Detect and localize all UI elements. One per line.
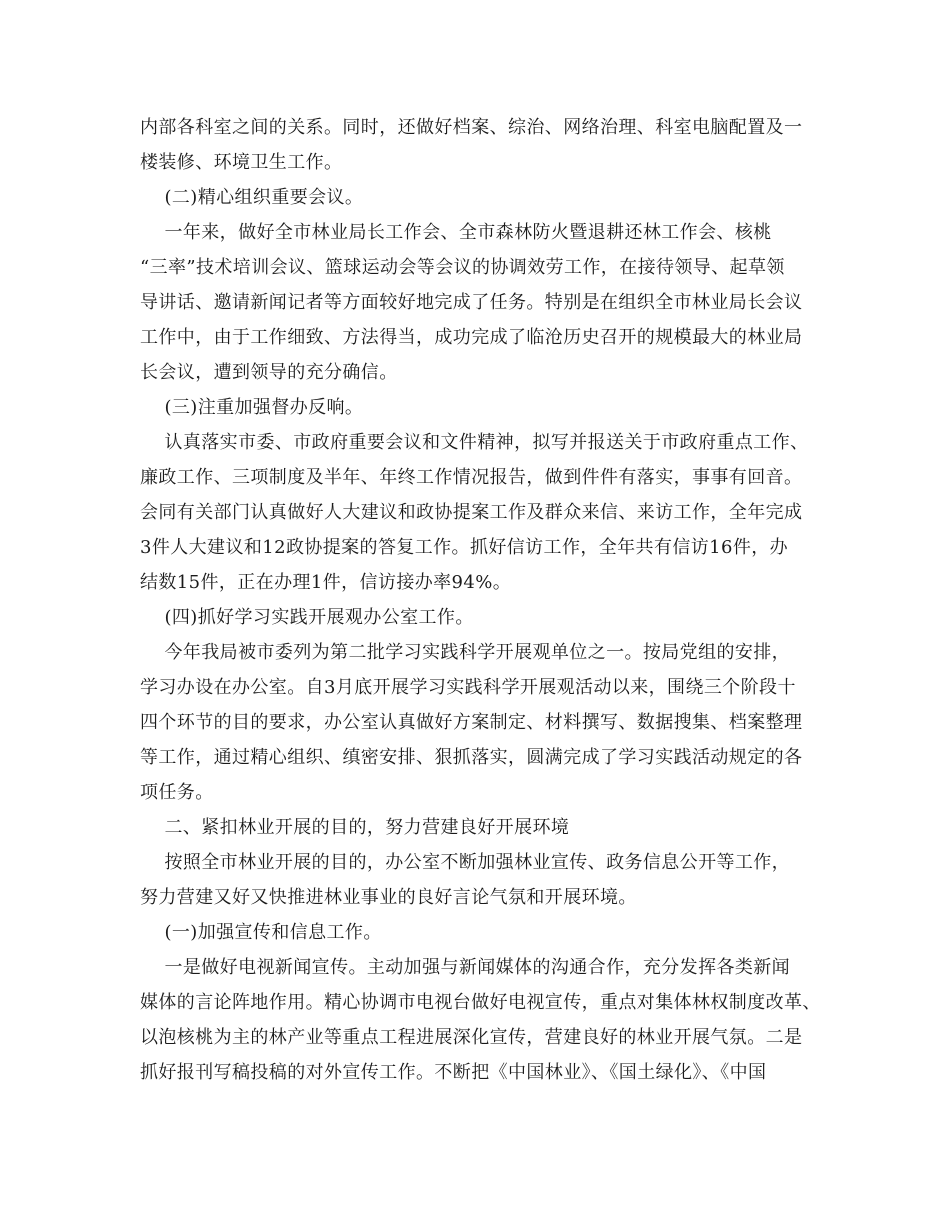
body-text-line: 四个环节的目的要求，办公室认真做好方案制定、材料撰写、数据搜集、档案整理 bbox=[140, 712, 803, 733]
body-text-line: 等工作，通过精心组织、缜密安排、狠抓落实，圆满完成了学习实践活动规定的各 bbox=[140, 747, 803, 768]
section-heading: (四)抓好学习实践开展观办公室工作。 bbox=[140, 607, 474, 628]
body-text-line: 一年来，做好全市林业局长工作会、全市森林防火暨退耕还林工作会、核桃 bbox=[140, 222, 772, 243]
section-heading: (二)精心组织重要会议。 bbox=[140, 187, 364, 208]
body-text-line: 媒体的言论阵地作用。精心协调市电视台做好电视宣传，重点对集体林权制度改革、 bbox=[140, 992, 821, 1013]
body-text-line: 3件人大建议和12政协提案的答复工作。抓好信访工作，全年共有信访16件，办 bbox=[140, 537, 789, 558]
body-text-line: 会同有关部门认真做好人大建议和政协提案工作及群众来信、来访工作，全年完成 bbox=[140, 502, 803, 523]
body-text-line: 项任务。 bbox=[140, 782, 214, 803]
section-heading: 二、紧扣林业开展的目的，努力营建良好开展环境 bbox=[140, 817, 570, 838]
body-text-line: 认真落实市委、市政府重要会议和文件精神，拟写并报送关于市政府重点工作、 bbox=[140, 432, 809, 453]
body-text-line: 学习办设在办公室。自3月底开展学习实践科学开展观活动以来，围绕三个阶段十 bbox=[140, 677, 796, 698]
body-text-line: 以泡核桃为主的林产业等重点工程进展深化宣传，营建良好的林业开展气氛。二是 bbox=[140, 1027, 803, 1048]
body-text-line: 一是做好电视新闻宣传。主动加强与新闻媒体的沟通合作，充分发挥各类新闻 bbox=[140, 957, 791, 978]
body-text-line: 按照全市林业开展的目的，办公室不断加强林业宣传、政务信息公开等工作， bbox=[140, 852, 791, 873]
body-text-line: 抓好报刊写稿投稿的对外宣传工作。不断把《中国林业》、《国土绿化》、《中国 bbox=[140, 1062, 767, 1083]
body-text-line: 楼装修、环境卫生工作。 bbox=[140, 152, 343, 173]
body-text-line: 结数15件，正在办理1件，信访接办率94%。 bbox=[140, 572, 512, 593]
body-text-line: 内部各科室之间的关系。同时，还做好档案、综治、网络治理、科室电脑配置及一 bbox=[140, 117, 803, 138]
body-text-line: 长会议，遭到领导的充分确信。 bbox=[140, 362, 398, 383]
body-text-line: 今年我局被市委列为第二批学习实践科学开展观单位之一。按局党组的安排， bbox=[140, 642, 791, 663]
body-text-line: 导讲话、邀请新闻记者等方面较好地完成了任务。特别是在组织全市林业局长会议 bbox=[140, 292, 803, 313]
body-text-line: “三率”技术培训会议、篮球运动会等会议的协调效劳工作，在接待领导、起草领 bbox=[140, 257, 785, 278]
body-text-line: 努力营建又好又快推进林业事业的良好言论气氛和开展环境。 bbox=[140, 887, 637, 908]
body-text-line: 工作中，由于工作细致、方法得当，成功完成了临沧历史召开的规模最大的林业局 bbox=[140, 327, 803, 348]
section-heading: (三)注重加强督办反响。 bbox=[140, 397, 364, 418]
section-heading: (一)加强宣传和信息工作。 bbox=[140, 922, 382, 943]
body-text-line: 廉政工作、三项制度及半年、年终工作情况报告，做到件件有落实，事事有回音。 bbox=[140, 467, 803, 488]
